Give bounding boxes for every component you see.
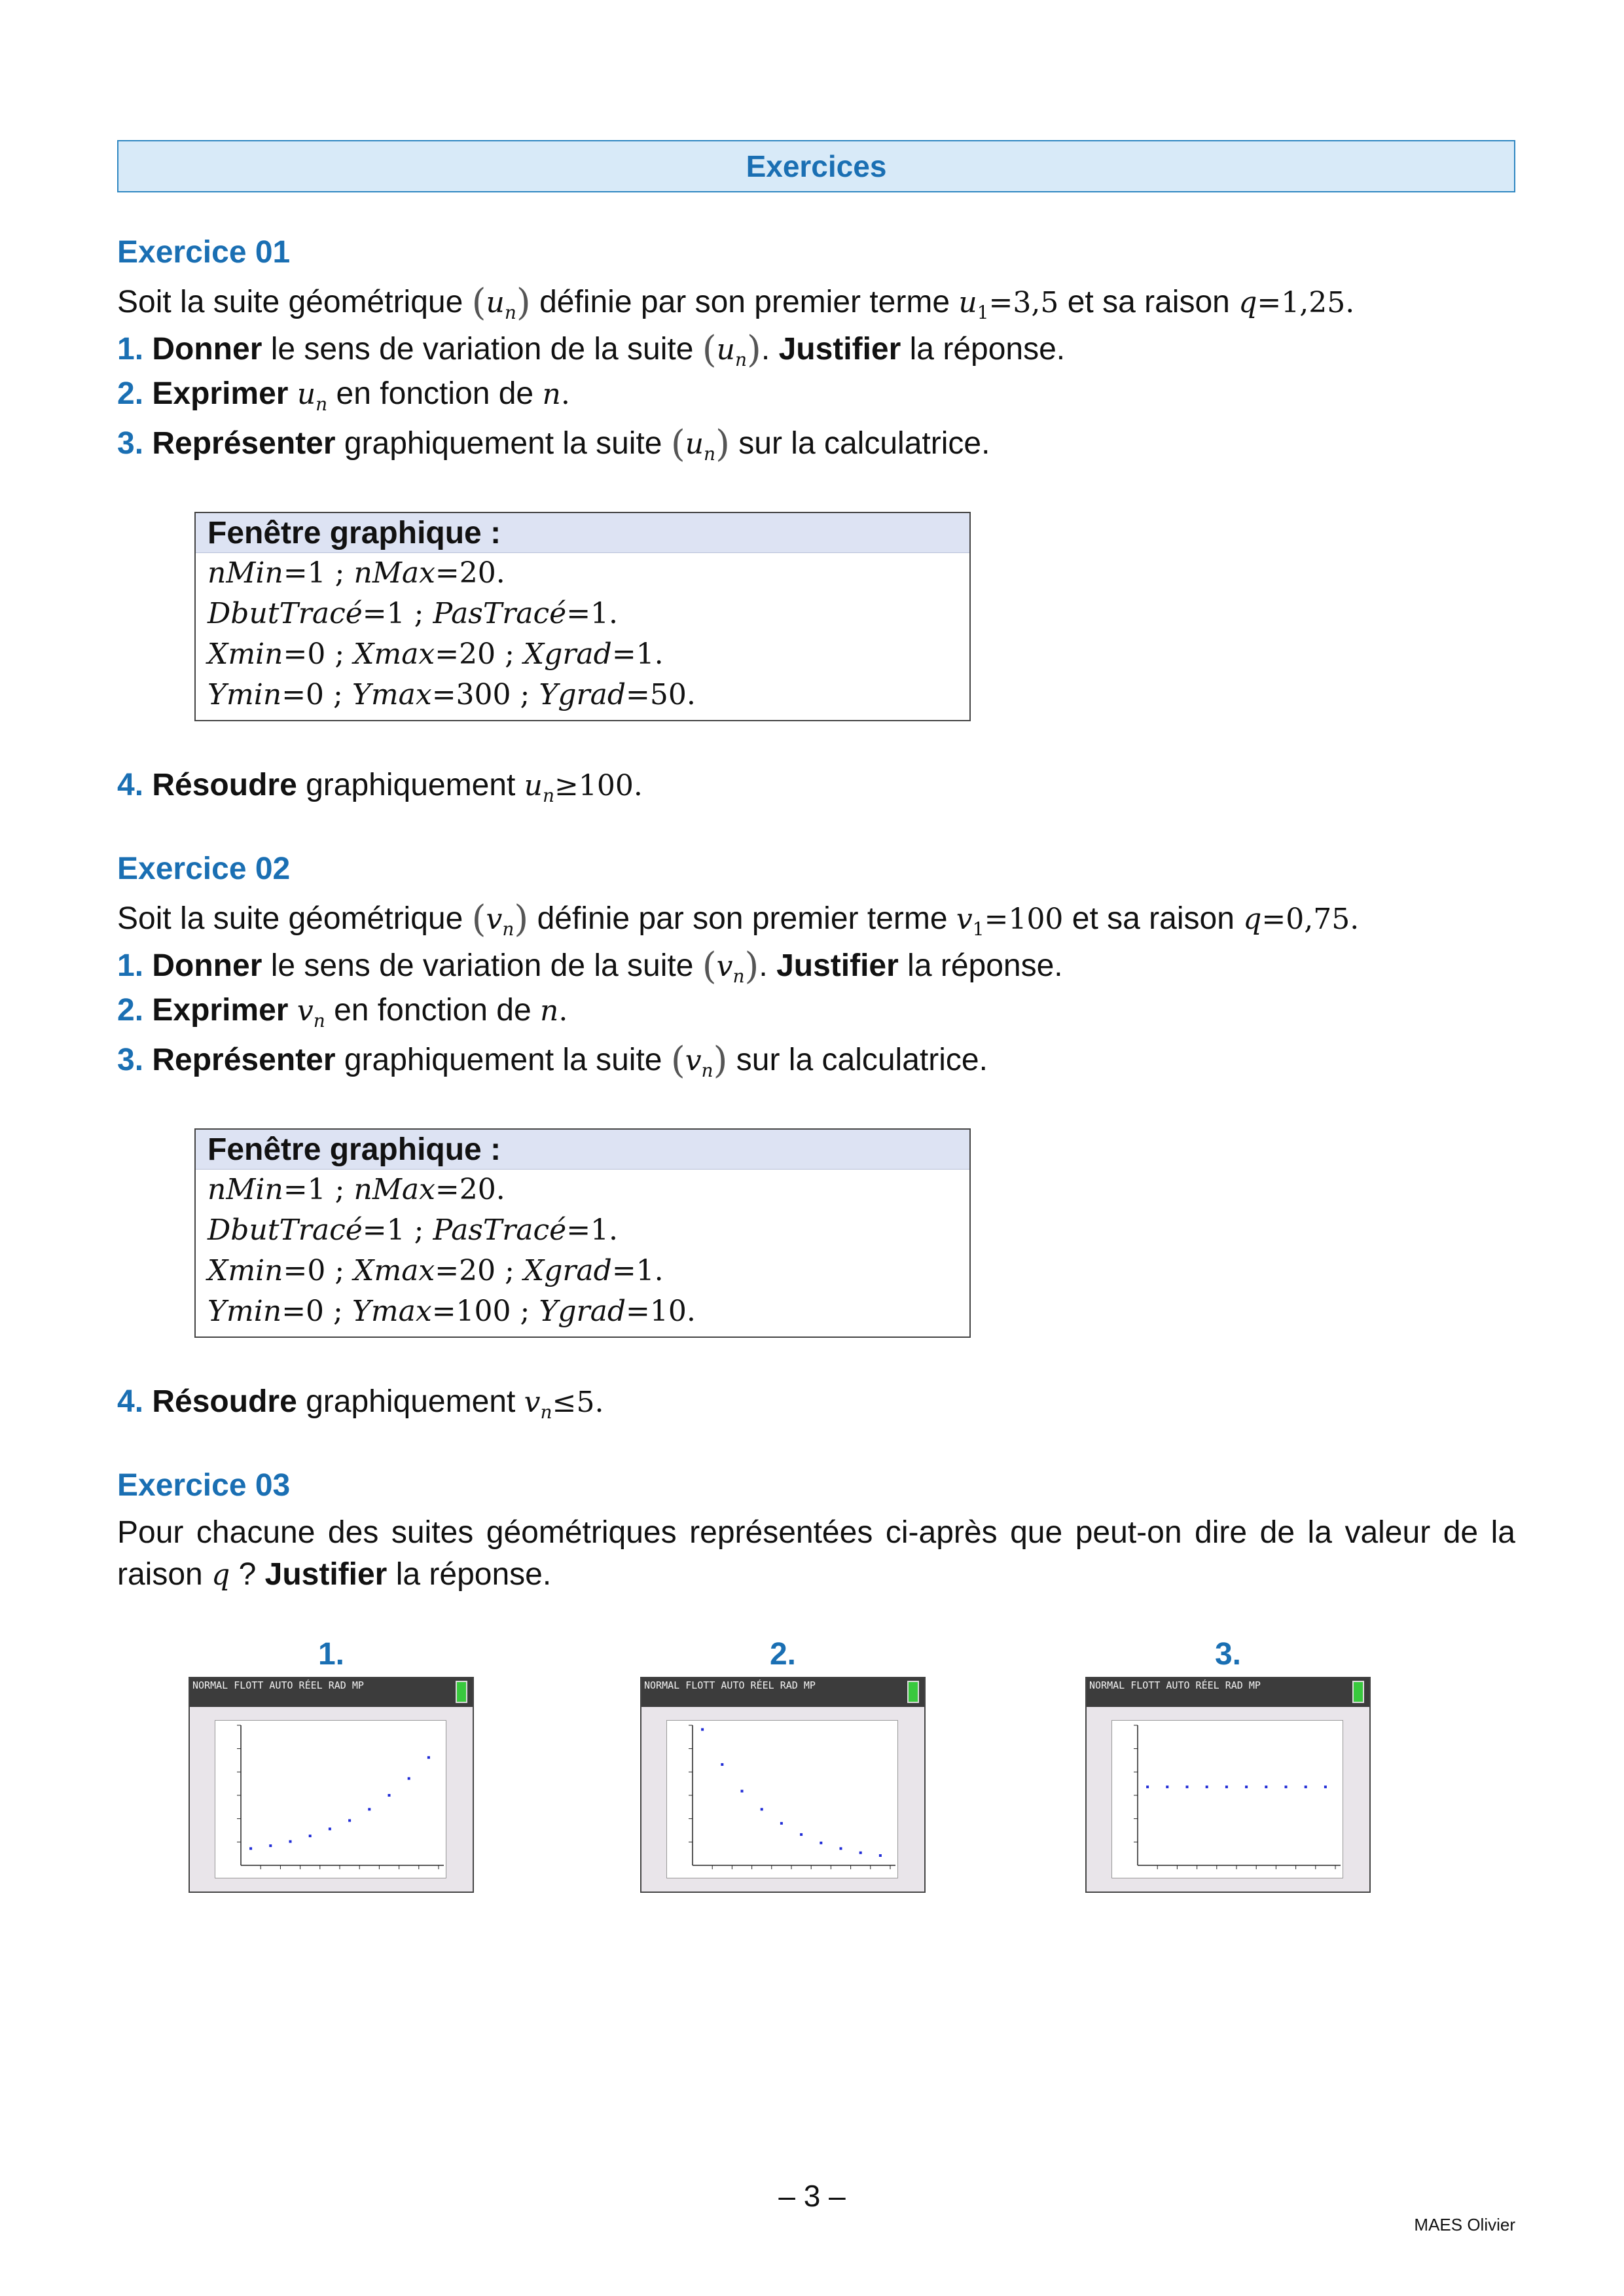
- graph-window-row: DbutTracé=1 ; PasTracé=1.: [208, 1213, 619, 1247]
- question-verb: Résoudre: [152, 768, 297, 802]
- sequence-point: [1324, 1785, 1327, 1788]
- question-number: 2.: [117, 993, 144, 1028]
- plot-label-3: 3.: [1214, 1637, 1242, 1672]
- calculator-screen-2: [640, 1677, 926, 1893]
- calculator-status-bar: NORMAL FLOTT AUTO RÉEL RAD MP: [1087, 1678, 1369, 1707]
- paren-open: (: [471, 898, 486, 941]
- statement-text: la réponse.: [387, 1557, 552, 1592]
- exercise-02-question-2: 2. Exprimer $v_n$ en fonction de n.: [117, 993, 568, 1031]
- calculator-status-bar: NORMAL FLOTT AUTO RÉEL RAD MP: [641, 1678, 924, 1707]
- question-number: 4.: [117, 768, 144, 802]
- question-text: .: [759, 948, 777, 983]
- sequence-point: [859, 1852, 862, 1854]
- sequence-point: [879, 1854, 882, 1857]
- exercise-02-question-1: 1. Donner le sens de variation de la suite $(v_n)$. Justifier la réponse.: [117, 945, 1063, 988]
- question-number: 4.: [117, 1384, 144, 1419]
- sequence-point: [1206, 1785, 1208, 1788]
- paren-close: ): [744, 945, 759, 988]
- period: .: [1350, 903, 1360, 936]
- plot-label-1: 1.: [317, 1637, 345, 1672]
- period: .: [1345, 286, 1355, 319]
- author-name: MAES Olivier: [1414, 2215, 1515, 2234]
- sequence-point: [269, 1844, 272, 1847]
- sequence-symbol: u: [716, 333, 735, 367]
- exercise-02-question-3: 3. Représenter graphiquement la suite $(v_n)$ sur la calculatrice.: [117, 1039, 988, 1082]
- variable-n: n: [542, 378, 561, 411]
- question-number: 3.: [117, 1043, 144, 1077]
- question-text: le sens de variation de la suite: [262, 332, 702, 367]
- sequence-point: [761, 1808, 763, 1810]
- exercise-03-statement: [117, 1512, 1515, 1596]
- graph-window-box-1: [194, 512, 971, 721]
- paren-close: ): [747, 329, 761, 371]
- sequence-point: [329, 1827, 331, 1830]
- ratio-symbol: q: [1243, 903, 1262, 936]
- sequence-point: [348, 1820, 351, 1822]
- paren-close: ): [516, 281, 531, 324]
- period: .: [560, 378, 570, 411]
- sequence-symbol: u: [524, 769, 543, 802]
- intro-text: définie par son premier terme: [530, 285, 959, 319]
- question-verb: Exprimer: [152, 376, 289, 411]
- sequence-plot-1: [190, 1678, 475, 1894]
- plot-label-2: 2.: [769, 1637, 797, 1672]
- question-text: graphiquement la suite: [335, 1043, 671, 1077]
- sequence-symbol: u: [685, 427, 704, 461]
- ratio-symbol: q: [211, 1558, 230, 1592]
- paren-close: ): [715, 423, 730, 465]
- question-number: 1.: [117, 948, 144, 983]
- question-verb: Donner: [152, 332, 262, 367]
- sequence-point: [249, 1847, 252, 1850]
- sequence-symbol: v: [685, 1044, 702, 1077]
- page-number: – 3 –: [778, 2179, 846, 2213]
- paren-close: ): [514, 898, 529, 941]
- graph-window-box-2: [194, 1128, 971, 1338]
- sequence-point: [721, 1763, 723, 1766]
- sequence-point: [408, 1777, 410, 1780]
- graph-window-row: Xmin=0 ; Xmax=20 ; Xgrad=1.: [208, 637, 664, 671]
- sequence-point: [289, 1840, 292, 1843]
- sequence-plot-3: [1087, 1678, 1372, 1894]
- statement-text: Pour chacune des suites géométriques représentées ci-après que peut-on dire de la valeur de la raison: [117, 1515, 1515, 1592]
- intro-text: Soit la suite géométrique: [117, 285, 472, 319]
- graph-window-row: nMin=1 ; nMax=20.: [208, 556, 505, 590]
- question-text: la réponse.: [901, 332, 1066, 367]
- intro-text: et sa raison: [1058, 285, 1239, 319]
- first-term-symbol: u: [958, 286, 977, 319]
- graph-window-title: Fenêtre graphique :: [196, 513, 969, 553]
- sequence-symbol: v: [524, 1386, 541, 1419]
- intro-text: et sa raison: [1063, 901, 1244, 936]
- paren-open: (: [471, 281, 486, 324]
- inequality: ≤5: [552, 1386, 595, 1419]
- sequence-point: [1245, 1785, 1248, 1788]
- graph-window-row: DbutTracé=1 ; PasTracé=1.: [208, 597, 619, 630]
- sequence-symbol: u: [297, 378, 316, 411]
- question-text: en fonction de: [325, 993, 540, 1028]
- question-number: 3.: [117, 426, 144, 461]
- sequence-point: [427, 1756, 430, 1759]
- sequence-point: [1305, 1785, 1307, 1788]
- sequence-symbol: v: [486, 903, 503, 936]
- sequence-point: [388, 1794, 391, 1797]
- exercise-01-title: Exercice 01: [117, 235, 291, 270]
- graph-window-row: Ymin=0 ; Ymax=100 ; Ygrad=10.: [208, 1295, 696, 1328]
- first-term-index: 1: [977, 302, 989, 323]
- exercise-02-intro: Soit la suite géométrique $(v_n)$ définie par son premier terme $v_1=100$ et sa raison q=0,75.: [117, 898, 1360, 941]
- graph-window-title: Fenêtre graphique :: [196, 1130, 969, 1170]
- variable-n: n: [539, 994, 559, 1028]
- question-text: sur la calculatrice.: [729, 426, 990, 461]
- exercise-02-title: Exercice 02: [117, 852, 291, 886]
- sequence-point: [800, 1833, 803, 1836]
- sequence-point: [1285, 1785, 1288, 1788]
- sequence-point: [741, 1790, 744, 1793]
- sequence-point: [1186, 1785, 1189, 1788]
- exercise-01-question-3: 3. Représenter graphiquement la suite $(u_n)$ sur la calculatrice.: [117, 423, 990, 465]
- period: .: [633, 769, 643, 802]
- sequence-point: [780, 1822, 783, 1825]
- statement-verb: Justifier: [264, 1557, 388, 1592]
- paren-open: (: [702, 329, 717, 371]
- sequence-point: [1166, 1785, 1168, 1788]
- question-text: graphiquement: [297, 768, 524, 802]
- first-term-symbol: v: [956, 903, 973, 936]
- question-verb: Donner: [152, 948, 262, 983]
- ratio-value: =0,75: [1261, 903, 1350, 936]
- question-verb: Représenter: [152, 426, 336, 461]
- sequence-point: [309, 1835, 312, 1837]
- first-term-index: 1: [972, 918, 984, 940]
- calculator-status-bar: NORMAL FLOTT AUTO RÉEL RAD MP: [190, 1678, 473, 1707]
- question-text: en fonction de: [327, 376, 543, 411]
- sequence-symbol: v: [297, 994, 314, 1028]
- exercise-02-question-4: 4. Résoudre graphiquement $v_n\le 5$.: [117, 1384, 604, 1423]
- question-verb: Justifier: [778, 332, 901, 367]
- question-text: graphiquement: [297, 1384, 524, 1419]
- paren-open: (: [702, 945, 717, 988]
- intro-text: définie par son premier terme: [528, 901, 956, 936]
- sequence-symbol: u: [486, 286, 505, 319]
- inequality: ≥100: [554, 769, 634, 802]
- calculator-screen-1: [189, 1677, 474, 1893]
- statement-text: ?: [230, 1557, 265, 1592]
- paren-open: (: [670, 423, 685, 465]
- paren-open: (: [670, 1039, 685, 1082]
- question-verb: Justifier: [776, 948, 899, 983]
- exercise-01-question-2: 2. Exprimer $u_n$ en fonction de n.: [117, 376, 570, 415]
- graph-window-row: nMin=1 ; nMax=20.: [208, 1173, 505, 1206]
- sequence-point: [1265, 1785, 1267, 1788]
- exercise-03-title: Exercice 03: [117, 1468, 291, 1503]
- first-term-value: =100: [984, 903, 1064, 936]
- sequence-point: [368, 1808, 370, 1810]
- sequence-point: [701, 1728, 704, 1731]
- period: .: [594, 1386, 604, 1419]
- sequence-point: [840, 1847, 842, 1850]
- question-text: .: [761, 332, 779, 367]
- paren-close: ): [713, 1039, 728, 1082]
- sequence-plot-2: [641, 1678, 927, 1894]
- question-verb: Exprimer: [152, 993, 289, 1028]
- exercise-01-intro: Soit la suite géométrique $(u_n)$ définie par son premier terme $u_1=3,5$ et sa raison q=1,25.: [117, 281, 1355, 324]
- sequence-point: [1225, 1785, 1228, 1788]
- period: .: [558, 994, 568, 1028]
- question-text: sur la calculatrice.: [727, 1043, 988, 1077]
- graph-window-row: Xmin=0 ; Xmax=20 ; Xgrad=1.: [208, 1254, 664, 1287]
- question-number: 1.: [117, 332, 144, 367]
- question-number: 2.: [117, 376, 144, 411]
- exercise-01-question-4: 4. Résoudre graphiquement $u_n\ge 100$.: [117, 768, 643, 806]
- calculator-screen-3: [1085, 1677, 1371, 1893]
- section-banner: Exercices: [117, 140, 1515, 192]
- sequence-point: [820, 1842, 822, 1844]
- exercise-01-question-1: 1. Donner le sens de variation de la suite $(u_n)$. Justifier la réponse.: [117, 329, 1066, 371]
- question-verb: Résoudre: [152, 1384, 297, 1419]
- sequence-symbol: v: [716, 950, 733, 983]
- intro-text: Soit la suite géométrique: [117, 901, 472, 936]
- first-term-value: =3,5: [988, 286, 1059, 319]
- question-verb: Représenter: [152, 1043, 336, 1077]
- ratio-value: =1,25: [1257, 286, 1346, 319]
- ratio-symbol: q: [1238, 286, 1257, 319]
- sequence-point: [1146, 1785, 1149, 1788]
- question-text: la réponse.: [898, 948, 1063, 983]
- question-text: graphiquement la suite: [335, 426, 671, 461]
- graph-window-row: Ymin=0 ; Ymax=300 ; Ygrad=50.: [208, 678, 696, 711]
- question-text: le sens de variation de la suite: [262, 948, 702, 983]
